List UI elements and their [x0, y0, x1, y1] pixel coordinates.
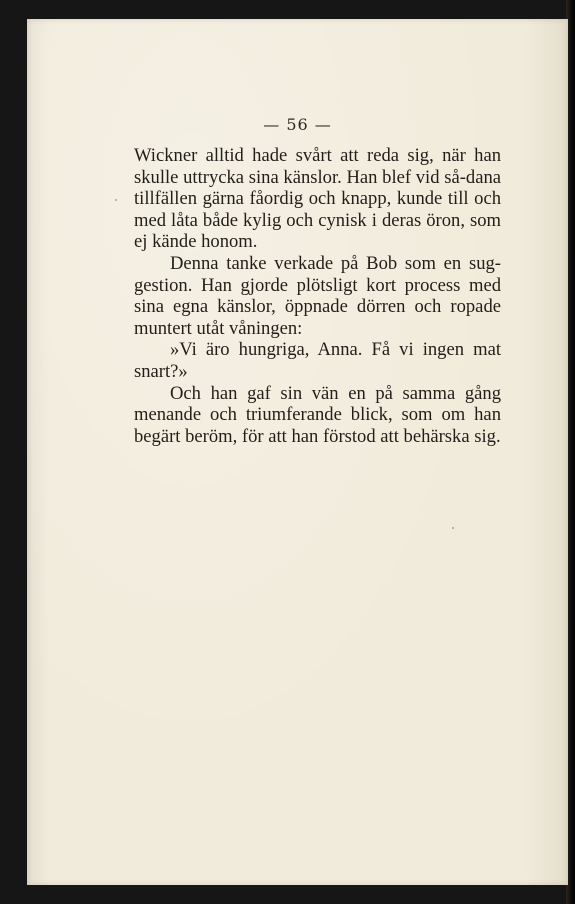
- paragraph-2: Denna tanke verkade på Bob som en sug-gestion. Han gjorde plötsligt kort process med sina egna känslor, öppnade dörren och ropade muntert utåt våningen:: [134, 252, 501, 339]
- page-number: — 56 —: [263, 115, 332, 134]
- body-text: [134, 145, 501, 447]
- paragraph-4: Och han gaf sin vän en på samma gång menande och triumferande blick, som om han begärt beröm, för att han förstod att behärska sig.: [134, 382, 501, 447]
- book-page: [27, 19, 568, 885]
- paragraph-3: »Vi äro hungriga, Anna. Få vi ingen mat snart?»: [134, 339, 501, 382]
- paragraph-1: Wickner alltid hade svårt att reda sig, när han skulle uttrycka sina känslor. Han blef vid så-dana tillfällen gärna fåordig och knapp, kunde till och med låta både kylig och cynisk i deras öron, som ej kände honom.: [134, 145, 501, 253]
- paper-speck: [115, 199, 117, 201]
- paper-speck: [452, 527, 454, 529]
